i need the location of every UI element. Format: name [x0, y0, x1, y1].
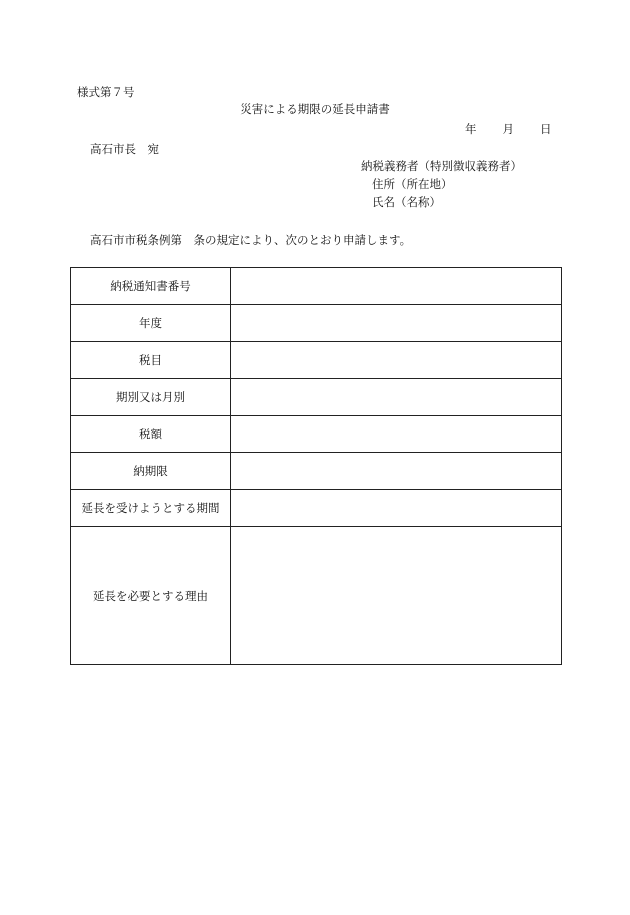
- date-line: [465, 122, 552, 136]
- month-label: 月: [502, 122, 514, 136]
- extension-reason-field[interactable]: [231, 527, 562, 665]
- name-label: 氏名（名称）: [372, 195, 441, 209]
- row-label-notice-number: 納税通知書番号: [71, 268, 231, 305]
- table-row: [71, 527, 562, 665]
- table-row: [71, 490, 562, 527]
- year-label: 年: [465, 122, 477, 136]
- table-row: [71, 268, 562, 305]
- row-label-extension-period: 延長を受けようとする期間: [71, 490, 231, 527]
- page-title: 災害による期限の延長申請書: [240, 102, 390, 116]
- period-field[interactable]: [231, 379, 562, 416]
- table-row: [71, 453, 562, 490]
- tax-item-field[interactable]: [231, 342, 562, 379]
- form-number: 様式第７号: [77, 85, 135, 99]
- row-label-extension-reason: 延長を必要とする理由: [71, 527, 231, 665]
- row-label-tax-amount: 税額: [71, 416, 231, 453]
- due-date-field[interactable]: [231, 453, 562, 490]
- row-label-due-date: 納期限: [71, 453, 231, 490]
- tax-amount-field[interactable]: [231, 416, 562, 453]
- extension-period-field[interactable]: [231, 490, 562, 527]
- notice-number-field[interactable]: [231, 268, 562, 305]
- application-form-table: [70, 267, 562, 665]
- table-row: [71, 305, 562, 342]
- addressee: 高石市長 宛: [90, 142, 159, 156]
- table-row: [71, 342, 562, 379]
- row-label-period: 期別又は月別: [71, 379, 231, 416]
- table-row: [71, 379, 562, 416]
- fiscal-year-field[interactable]: [231, 305, 562, 342]
- day-label: 日: [540, 122, 552, 136]
- request-statement: 高石市市税条例第 条の規定により、次のとおり申請します。: [90, 233, 412, 247]
- row-label-fiscal-year: 年度: [71, 305, 231, 342]
- taxpayer-heading: 納税義務者（特別徴収義務者）: [361, 159, 522, 173]
- row-label-tax-item: 税目: [71, 342, 231, 379]
- table-row: [71, 416, 562, 453]
- address-label: 住所（所在地）: [372, 177, 453, 191]
